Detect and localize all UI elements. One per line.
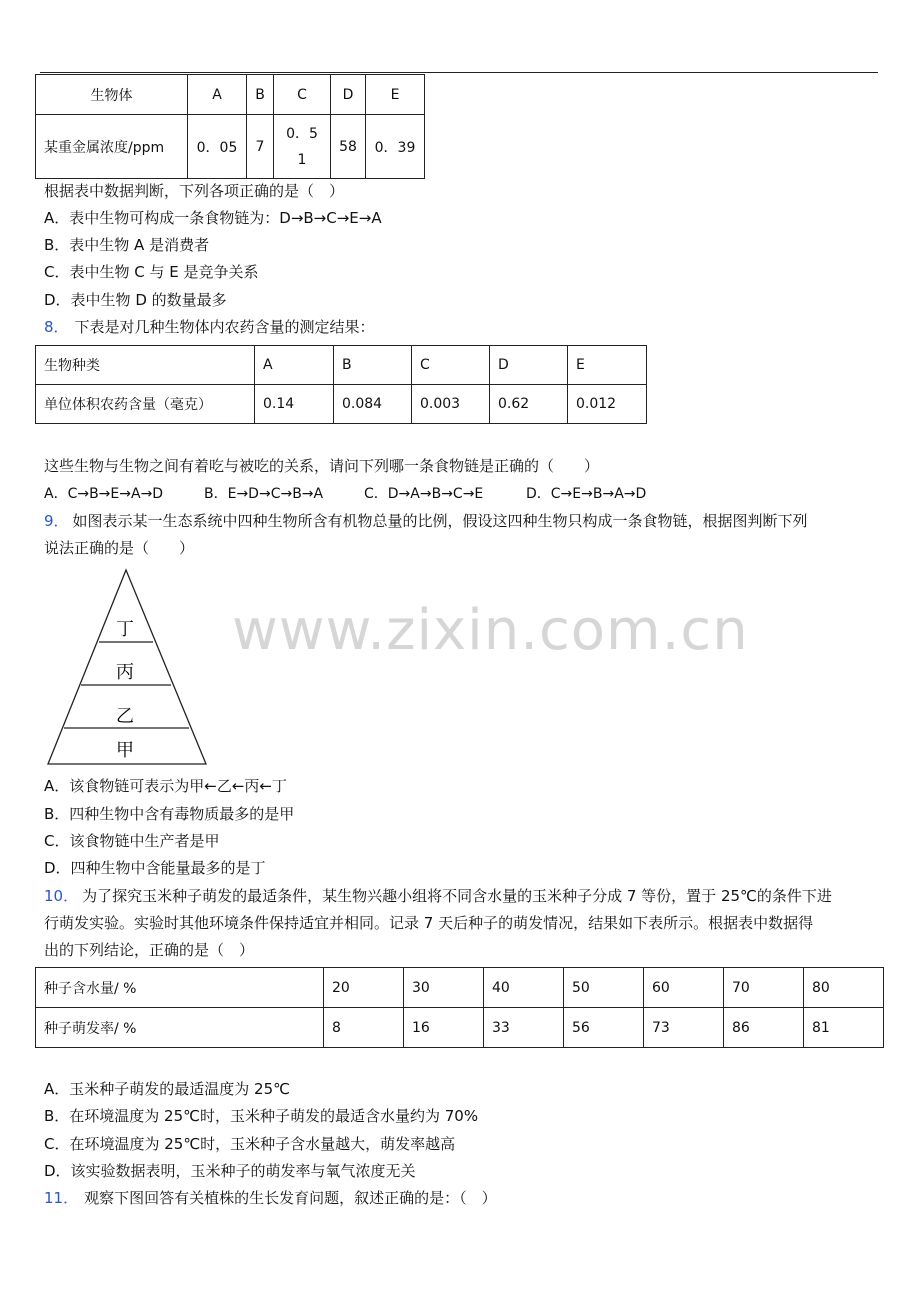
- table-cell: 8: [324, 1008, 404, 1048]
- table-cell: 33: [484, 1008, 564, 1048]
- pyramid-label-ding: 丁: [116, 619, 134, 640]
- table-cell: 80: [804, 968, 884, 1008]
- table-cell-line: 1: [297, 151, 307, 168]
- table-header-cell: E: [366, 75, 425, 115]
- table-cell: 86: [724, 1008, 804, 1048]
- germination-table: [35, 967, 884, 1048]
- table-header-cell: D: [331, 75, 366, 115]
- table-row-label: 单位体积农药含量（毫克）: [36, 385, 255, 424]
- pesticide-table: [35, 345, 647, 424]
- q10-option-c: C．在环境温度为 25℃时，玉米种子含水量越大，萌发率越高: [44, 1135, 456, 1153]
- table-header-cell: A: [188, 75, 247, 115]
- table-row-label: 种子含水量/ %: [36, 968, 324, 1008]
- table-cell: 0.084: [334, 385, 412, 424]
- table-cell: 73: [644, 1008, 724, 1048]
- table-cell: 70: [724, 968, 804, 1008]
- table-cell: 0.14: [255, 385, 334, 424]
- table-cell: 81: [804, 1008, 884, 1048]
- table-cell: 20: [324, 968, 404, 1008]
- q9-option-c: C．该食物链中生产者是甲: [44, 832, 220, 850]
- table-cell: 60: [644, 968, 724, 1008]
- q10-stem-line2: 行萌发实验。实验时其他环境条件保持适宜并相同。记录 7 天后种子的萌发情况，结果如下表所示。根据表中数据得: [44, 914, 814, 932]
- q9-option-a: A．该食物链可表示为甲←乙←丙←丁: [44, 777, 287, 795]
- table-cell: 30: [404, 968, 484, 1008]
- q8-option-b: B．E→D→C→B→A: [204, 486, 324, 502]
- q10-stem-line1: [44, 886, 832, 906]
- table-header-cell: A: [255, 346, 334, 385]
- table-cell: 58: [331, 115, 366, 179]
- q9-stem-line1: [44, 511, 808, 531]
- q7-option-c: C．表中生物 C 与 E 是竞争关系: [44, 263, 259, 281]
- pyramid-label-jia: 甲: [116, 740, 134, 761]
- q8-option-a: A．C→B→E→A→D: [44, 486, 164, 502]
- table-header-cell: B: [334, 346, 412, 385]
- table-header-cell: B: [247, 75, 274, 115]
- table-cell: 0.012: [568, 385, 647, 424]
- table-header-cell: C: [274, 75, 331, 115]
- table-row-label: 种子萌发率/ %: [36, 1008, 324, 1048]
- table-cell: 0.003: [412, 385, 490, 424]
- table-header-cell: D: [490, 346, 568, 385]
- q10-stem-line3: 出的下列结论，正确的是（ ）: [44, 941, 255, 959]
- q8-option-d: D．C→E→B→A→D: [526, 486, 647, 502]
- table-cell: 50: [564, 968, 644, 1008]
- q7-option-a: A．表中生物可构成一条食物链为：D→B→C→E→A: [44, 209, 382, 227]
- question-number: 10．: [44, 887, 79, 905]
- table-cell: 0．39: [366, 115, 425, 179]
- q11-stem-text: 观察下图回答有关植株的生长发育问题，叙述正确的是：（ ）: [84, 1189, 497, 1207]
- table-cell: 56: [564, 1008, 644, 1048]
- table-header-cell: E: [568, 346, 647, 385]
- q8-question: 这些生物与生物之间有着吃与被吃的关系，请问下列哪一条食物链是正确的（ ）: [44, 457, 600, 475]
- table-header-cell: 生物种类: [36, 346, 255, 385]
- q9-stem-text: 如图表示某一生态系统中四种生物所含有机物总量的比例，假设这四种生物只构成一条食物链，根据图判断下列: [72, 512, 808, 530]
- question-number: 8．: [44, 318, 69, 336]
- question-number: 11．: [44, 1189, 79, 1207]
- q8-stem: [44, 317, 375, 337]
- pyramid-label-bing: 丙: [116, 662, 134, 683]
- header-rule: [40, 72, 878, 73]
- table-cell: [274, 115, 331, 179]
- table-cell: 0.62: [490, 385, 568, 424]
- q9-option-d: D．四种生物中含能量最多的是丁: [44, 859, 266, 877]
- q9-stem-line2: 说法正确的是（ ）: [44, 539, 195, 557]
- q7-option-b: B．表中生物 A 是消费者: [44, 236, 210, 254]
- q9-option-b: B．四种生物中含有毒物质最多的是甲: [44, 805, 295, 823]
- q8-stem-text: 下表是对几种生物体内农药含量的测定结果：: [74, 318, 375, 336]
- q10-stem-text: 为了探究玉米种子萌发的最适条件，某生物兴趣小组将不同含水量的玉米种子分成 7 等份，置于 25℃的条件下进: [82, 887, 832, 905]
- question-number: 9．: [44, 512, 69, 530]
- table-header-cell: 生物体: [36, 75, 188, 115]
- table-header-cell: C: [412, 346, 490, 385]
- table-cell-line: 0．5: [286, 125, 318, 142]
- pyramid-label-yi: 乙: [116, 706, 134, 727]
- metal-concentration-table: [35, 74, 425, 179]
- q10-option-b: B．在环境温度为 25℃时，玉米种子萌发的最适含水量约为 70%: [44, 1107, 479, 1125]
- table-cell: 7: [247, 115, 274, 179]
- energy-pyramid-diagram: [44, 566, 214, 768]
- q7-stem: 根据表中数据判断，下列各项正确的是（ ）: [44, 182, 345, 200]
- table-cell: 40: [484, 968, 564, 1008]
- q11-stem: [44, 1188, 497, 1208]
- q8-option-c: C．D→A→B→C→E: [364, 486, 484, 502]
- q10-option-d: D．该实验数据表明，玉米种子的萌发率与氧气浓度无关: [44, 1162, 416, 1180]
- q8-options: [44, 484, 646, 504]
- table-row-label: 某重金属浓度/ppm: [36, 115, 188, 179]
- q7-option-d: D．表中生物 D 的数量最多: [44, 291, 227, 309]
- q10-option-a: A．玉米种子萌发的最适温度为 25℃: [44, 1080, 290, 1098]
- table-cell: 0．05: [188, 115, 247, 179]
- table-cell: 16: [404, 1008, 484, 1048]
- watermark: www.zixin.com.cn: [232, 598, 749, 663]
